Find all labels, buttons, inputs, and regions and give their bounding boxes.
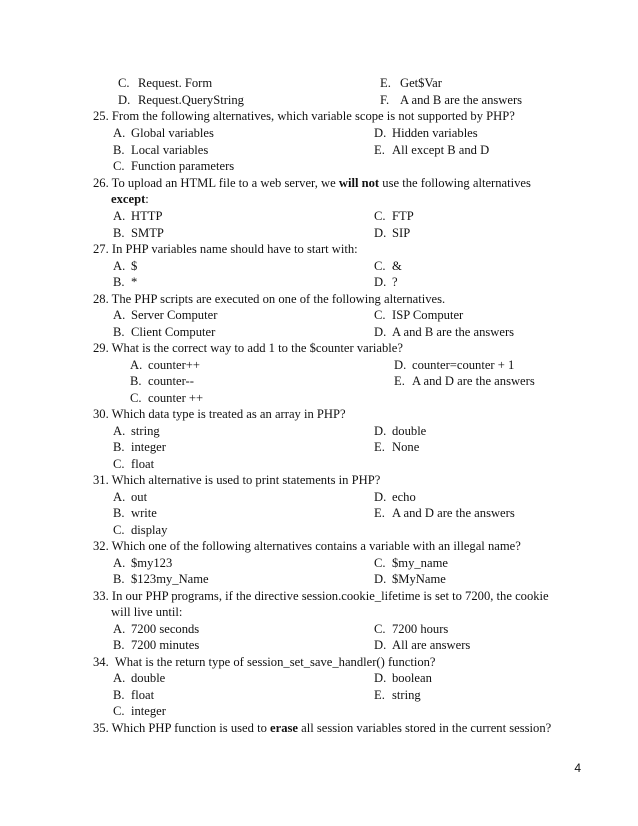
option-25-d: D. Hidden variables <box>374 126 478 140</box>
option-29-d: D. counter=counter + 1 <box>394 358 515 372</box>
option-28-d: D. A and B are the answers <box>374 325 515 339</box>
option-32-d: D. $MyName <box>374 572 446 586</box>
question-25: 25. From the following alternatives, which variable scope is not supported by PHP? <box>93 109 515 123</box>
option-28-b: B. Client Computer <box>113 325 216 339</box>
question-32: 32. Which one of the following alternatives contains a variable with an illegal name? <box>93 539 521 553</box>
question-26: 26. To upload an HTML file to a web server, we will not use the following alternatives <box>93 176 531 190</box>
option-26-c: C. FTP <box>374 209 414 223</box>
option-34-c: C. integer <box>113 704 166 718</box>
option-25-c: C. Function parameters <box>113 159 235 173</box>
option-24-c: C. Request. Form <box>118 76 213 90</box>
option-30-e: E. None <box>374 440 420 454</box>
option-33-d: D. All are answers <box>374 638 471 652</box>
question-35: 35. Which PHP function is used to erase all session variables stored in the current session? <box>93 721 552 735</box>
option-31-d: D. echo <box>374 490 416 504</box>
option-30-c: C. float <box>113 457 155 471</box>
option-31-b: B. write <box>113 506 157 520</box>
option-27-c: C. & <box>374 259 402 273</box>
option-25-a: A. Global variables <box>113 126 214 140</box>
option-32-a: A. $my123 <box>113 556 173 570</box>
option-33-c: C. 7200 hours <box>374 622 449 636</box>
question-33-continued: will live until: <box>111 605 183 619</box>
option-30-a: A. string <box>113 424 160 438</box>
option-26-a: A. HTTP <box>113 209 163 223</box>
option-27-a: A. $ <box>113 259 138 273</box>
question-30: 30. Which data type is treated as an array in PHP? <box>93 407 346 421</box>
option-28-c: C. ISP Computer <box>374 308 464 322</box>
option-34-e: E. string <box>374 688 421 702</box>
option-32-c: C. $my_name <box>374 556 448 570</box>
option-31-c: C. display <box>113 523 168 537</box>
question-31: 31. Which alternative is used to print statements in PHP? <box>93 473 381 487</box>
option-33-a: A. 7200 seconds <box>113 622 200 636</box>
option-28-a: A. Server Computer <box>113 308 218 322</box>
question-28: 28. The PHP scripts are executed on one of the following alternatives. <box>93 292 446 306</box>
option-25-e: E. All except B and D <box>374 143 490 157</box>
option-34-b: B. float <box>113 688 155 702</box>
page-number: 4 <box>574 761 581 775</box>
option-30-b: B. integer <box>113 440 166 454</box>
option-29-a: A. counter++ <box>130 358 200 372</box>
option-33-b: B. 7200 minutes <box>113 638 200 652</box>
option-24-e: E. Get$Var <box>380 76 442 90</box>
question-27: 27. In PHP variables name should have to start with: <box>93 242 358 256</box>
question-34: 34. What is the return type of session_set_save_handler() function? <box>93 655 436 669</box>
option-26-d: D. SIP <box>374 226 411 240</box>
question-29: 29. What is the correct way to add 1 to the $counter variable? <box>93 341 403 355</box>
option-29-e: E. A and D are the answers <box>394 374 535 388</box>
option-32-b: B. $123my_Name <box>113 572 209 586</box>
option-25-b: B. Local variables <box>113 143 209 157</box>
option-24-d: D. Request.QueryString <box>118 93 244 107</box>
question-33: 33. In our PHP programs, if the directive session.cookie_lifetime is set to 7200, the cookie <box>93 589 549 603</box>
option-34-a: A. double <box>113 671 166 685</box>
option-26-b: B. SMTP <box>113 226 164 240</box>
option-31-a: A. out <box>113 490 148 504</box>
option-29-b: B. counter-- <box>130 374 194 388</box>
question-26-continued: except: <box>111 192 149 206</box>
option-30-d: D. double <box>374 424 427 438</box>
option-34-d: D. boolean <box>374 671 432 685</box>
option-29-c: C. counter ++ <box>130 391 204 405</box>
option-27-b: B. * <box>113 275 138 289</box>
option-27-d: D. ? <box>374 275 398 289</box>
option-31-e: E. A and D are the answers <box>374 506 515 520</box>
option-24-f: F. A and B are the answers <box>380 93 523 107</box>
